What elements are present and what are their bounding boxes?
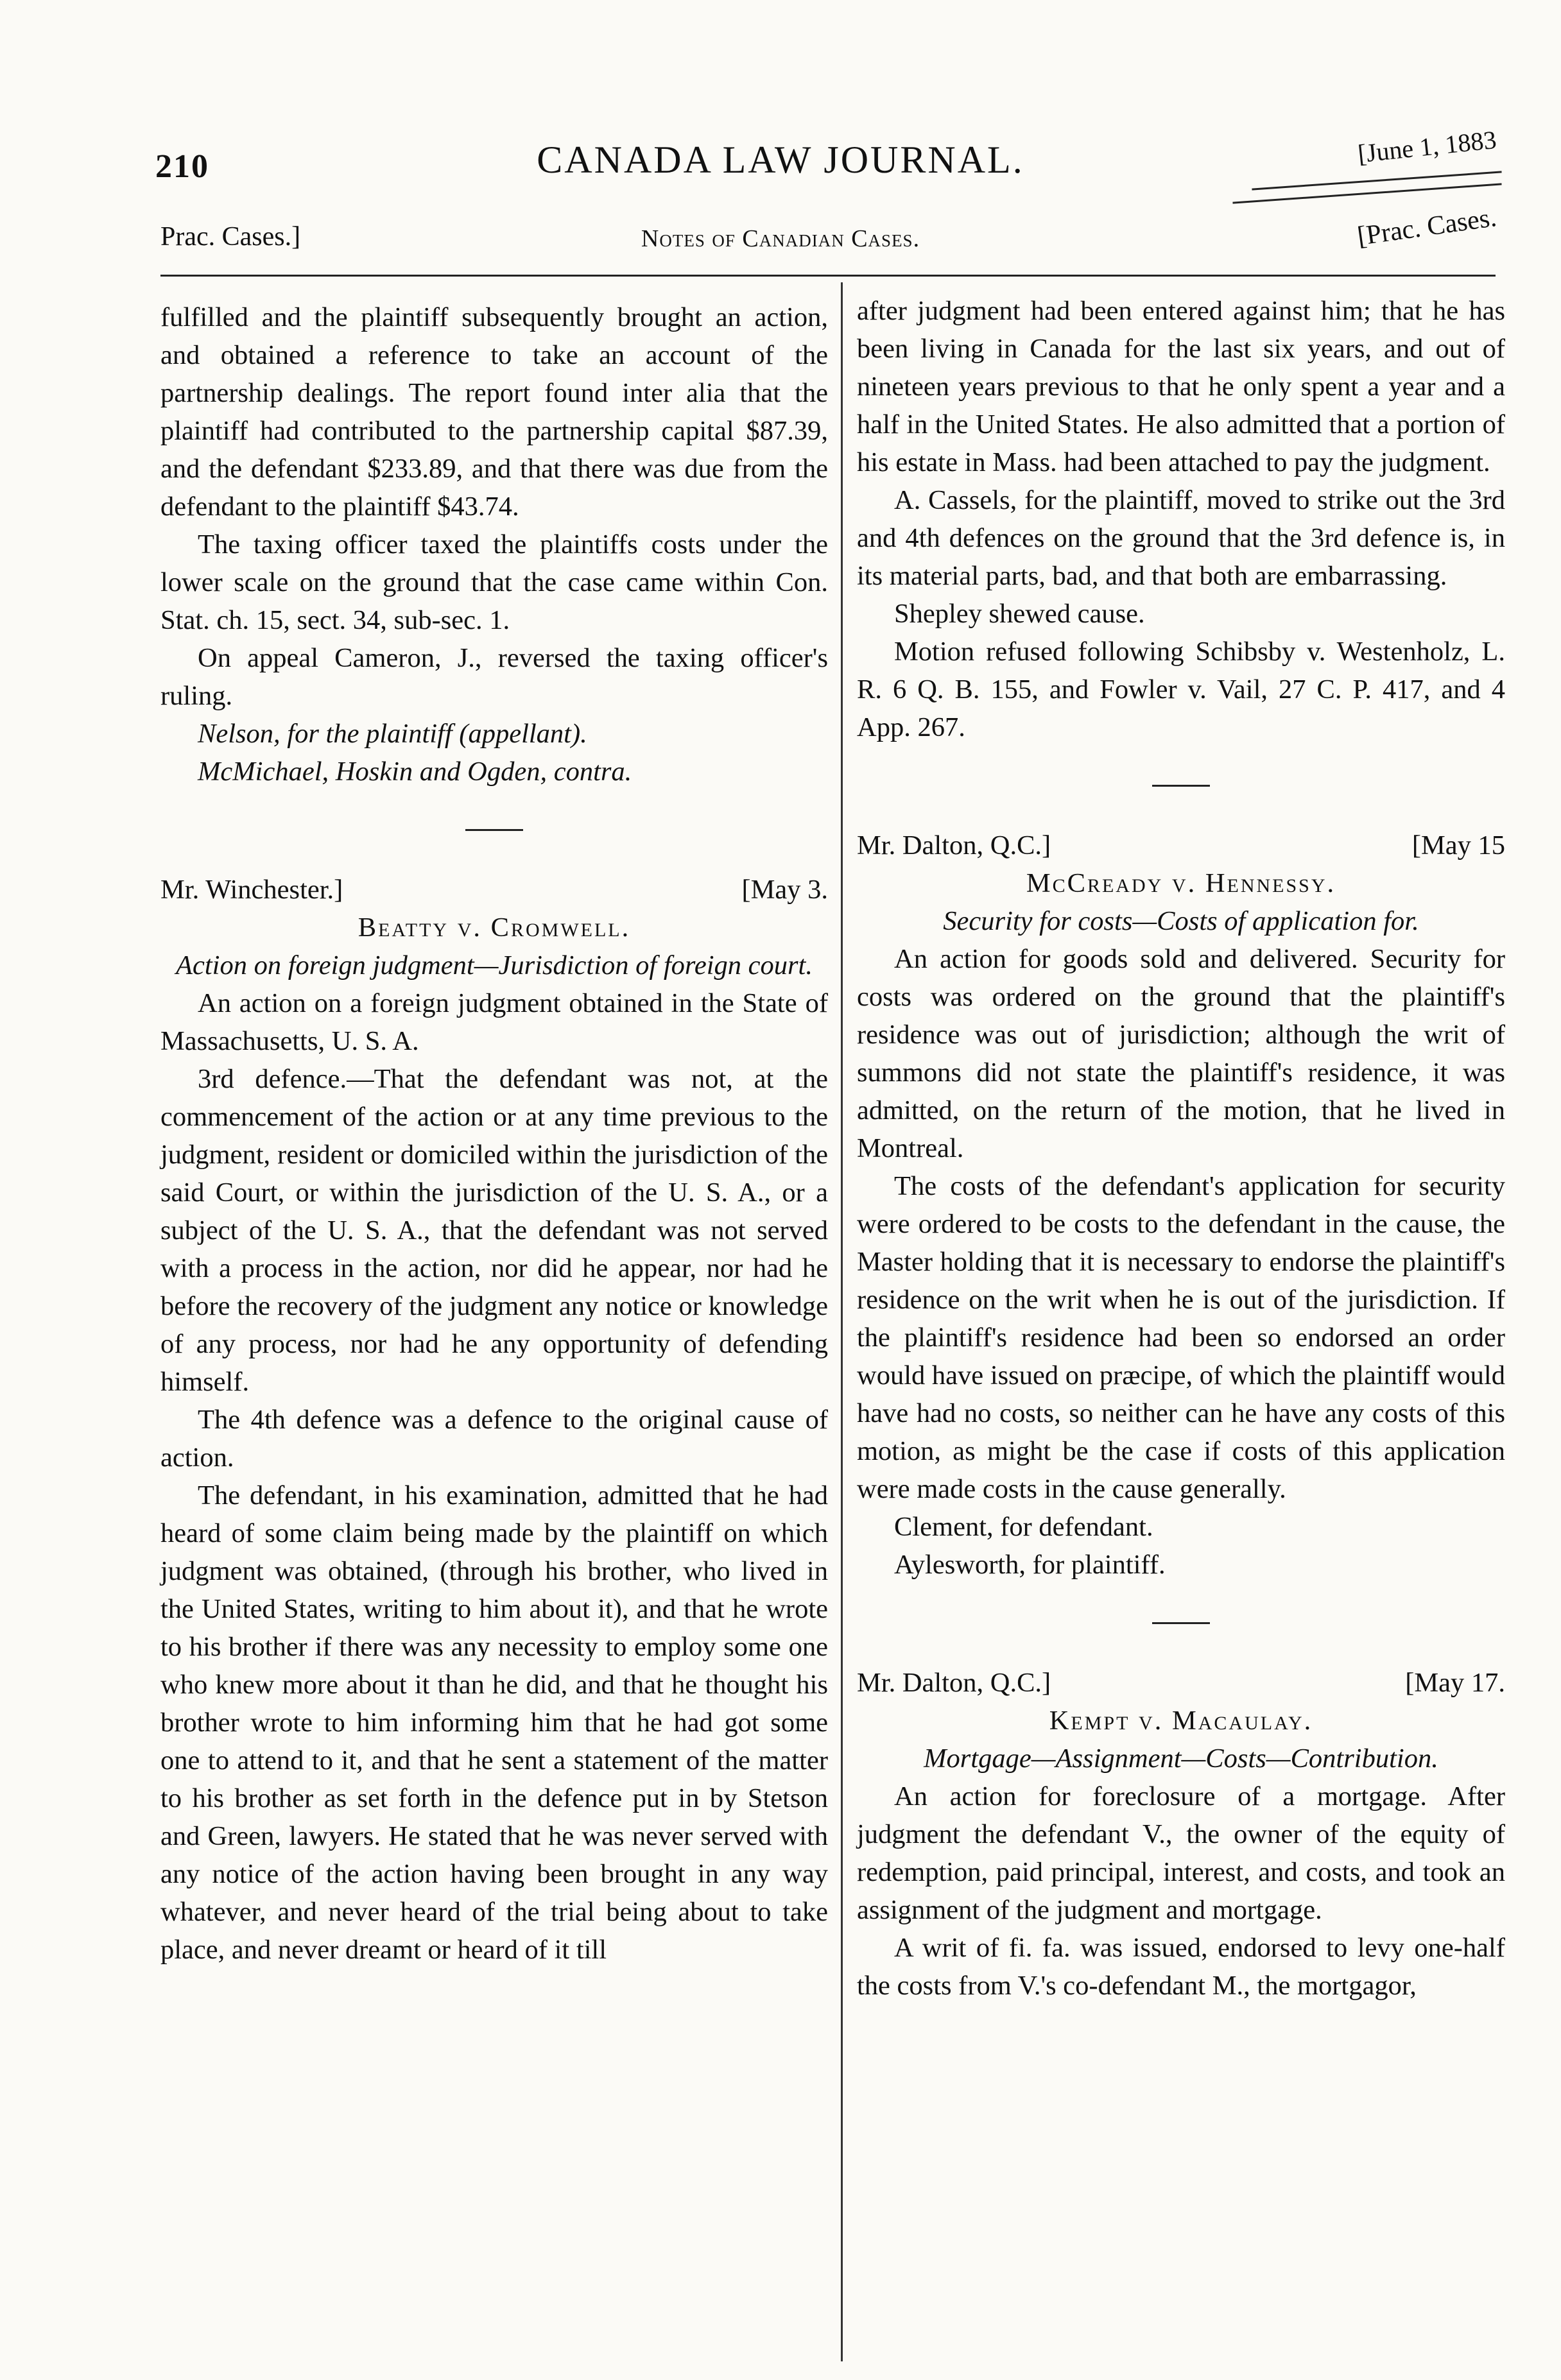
case-date: [May 3. [741,875,828,905]
paragraph: The 4th defence was a defence to the original cause of action. [160,1405,828,1473]
header-divider [160,275,1496,277]
counsel-line: Aylesworth, for plaintiff. [894,1550,1166,1580]
case-topic: Security for costs—Costs of application for. [943,906,1419,936]
case-topic: Mortgage—Assignment—Costs—Contribution. [924,1743,1438,1774]
counsel-line: McMichael, Hoskin and Ogden, contra. [198,757,632,787]
case-date: [May 17. [1405,1668,1505,1698]
left-column [160,298,828,1969]
paragraph: The costs of the defendant's application for security were ordered to be costs to the defendant in the cause, the Master holding that it is necessary to endorse the plaintiff's residence on the writ when he is out of the jurisdiction. If the plaintiff's residence had been so endorsed an order would have issued on præcipe, of which the plaintiff would have had no costs, so neither can he have any costs of this motion, as might be the case if costs of this application were made costs in the cause generally. [857,1171,1505,1504]
case-date: [May 15 [1411,830,1505,860]
case-title: Beatty v. Cromwell. [358,912,631,943]
page-number: 210 [155,148,209,185]
case-title: Kempt v. Macaulay. [1049,1706,1313,1736]
counsel-line: Nelson, for the plaintiff (appellant). [198,719,587,749]
paragraph: A. Cassels, for the plaintiff, moved to strike out the 3rd and 4th defences on the ground that the 3rd defence is, in its material parts, bad, and that both are embarrassing. [857,485,1505,591]
paragraph: Motion refused following Schibsby v. Westenholz, L. R. 6 Q. B. 155, and Fowler v. Vail, 27 C. P. 417, and 4 App. 267. [857,637,1505,742]
counsel-line: Clement, for defendant. [894,1512,1153,1542]
paragraph: fulfilled and the plaintiff subsequently brought an action, and obtained a reference to take an account of the partnership dealings. The report found inter alia that the plaintiff had contributed to the partnership capital $87.39, and the defendant $233.89, and that there was due from the defendant to the plaintiff $43.74. [160,302,828,522]
section-center: Notes of Canadian Cases. [641,225,920,252]
header-rule-right-2 [1232,183,1501,203]
section-right: [Prac. Cases. [1355,203,1499,252]
paragraph: An action for foreclosure of a mortgage. After judgment the defendant V., the owner of the equity of redemption, paid principal, interest, and costs, and took an assignment of the judgment and mortgage. [857,1781,1505,1925]
case-title: McCready v. Hennessy. [1026,868,1336,898]
paragraph: A writ of fi. fa. was issued, endorsed to levy one-half the costs from V.'s co-defendant M., the mortgagor, [857,1933,1505,2001]
right-column [857,292,1505,2005]
paragraph: The defendant, in his examination, admitted that he had heard of some claim being made by the plaintiff on which judgment was obtained, (through his brother, who lived in the United States, writing to him about it), and that he wrote to his brother if there was any necessity to employ some one who knew more about it than he did, and that he thought his brother wrote to him informing him that he had got some one to attend to it, and that he sent a statement of the matter to his brother as set forth in the defence put in by Stetson and Green, lawyers. He stated that he was never served with any notice of the action having been brought in any way whatever, and never heard of the trial being about to take place, and never dreamt or heard of it till [160,1480,828,1965]
paragraph: An action on a foreign judgment obtained in the State of Massachusetts, U. S. A. [160,988,828,1056]
case-header [857,1664,1505,1702]
issue-date: [June 1, 1883 [1356,124,1498,169]
judge-name: Mr. Dalton, Q.C.] [857,830,1051,860]
section-left: Prac. Cases.] [160,222,301,252]
case-header [857,826,1505,864]
judge-name: Mr. Dalton, Q.C.] [857,1668,1051,1698]
paragraph: The taxing officer taxed the plaintiffs costs under the lower scale on the ground that the case came within Con. Stat. ch. 15, sect. 34, sub-sec. 1. [160,529,828,635]
paragraph: 3rd defence.—That the defendant was not, at the commencement of the action or at any time previous to the judgment, resident or domiciled within the jurisdiction of the said Court, or within the jurisdiction of the U. S. A., or a subject of the U. S. A., that the defendant was not served with a process in the action, nor did he appear, nor had he before the recovery of the judgment any notice or knowledge of any process, nor had he any opportunity of defending himself. [160,1064,828,1397]
section-separator [1152,1622,1210,1624]
paragraph: On appeal Cameron, J., reversed the taxing officer's ruling. [160,643,828,711]
column-divider [841,282,843,2361]
journal-title: CANADA LAW JOURNAL. [537,139,1024,181]
paragraph: Shepley shewed cause. [894,599,1145,629]
section-separator [465,829,523,831]
paragraph: An action for goods sold and delivered. Security for costs was ordered on the ground that the plaintiff's residence was out of jurisdiction; although the writ of summons did not state the plaintiff's residence, it was admitted, on the return of the motion, that he lived in Montreal. [857,944,1505,1163]
case-header [160,871,828,909]
paragraph: after judgment had been entered against him; that he has been living in Canada for the last six years, and out of nineteen years previous to that he only spent a year and a half in the United States. He also admitted that a portion of his estate in Mass. had been attached to pay the judgment. [857,296,1505,477]
case-topic: Action on foreign judgment—Jurisdiction of foreign court. [176,950,813,980]
judge-name: Mr. Winchester.] [160,875,343,905]
section-separator [1152,785,1210,787]
